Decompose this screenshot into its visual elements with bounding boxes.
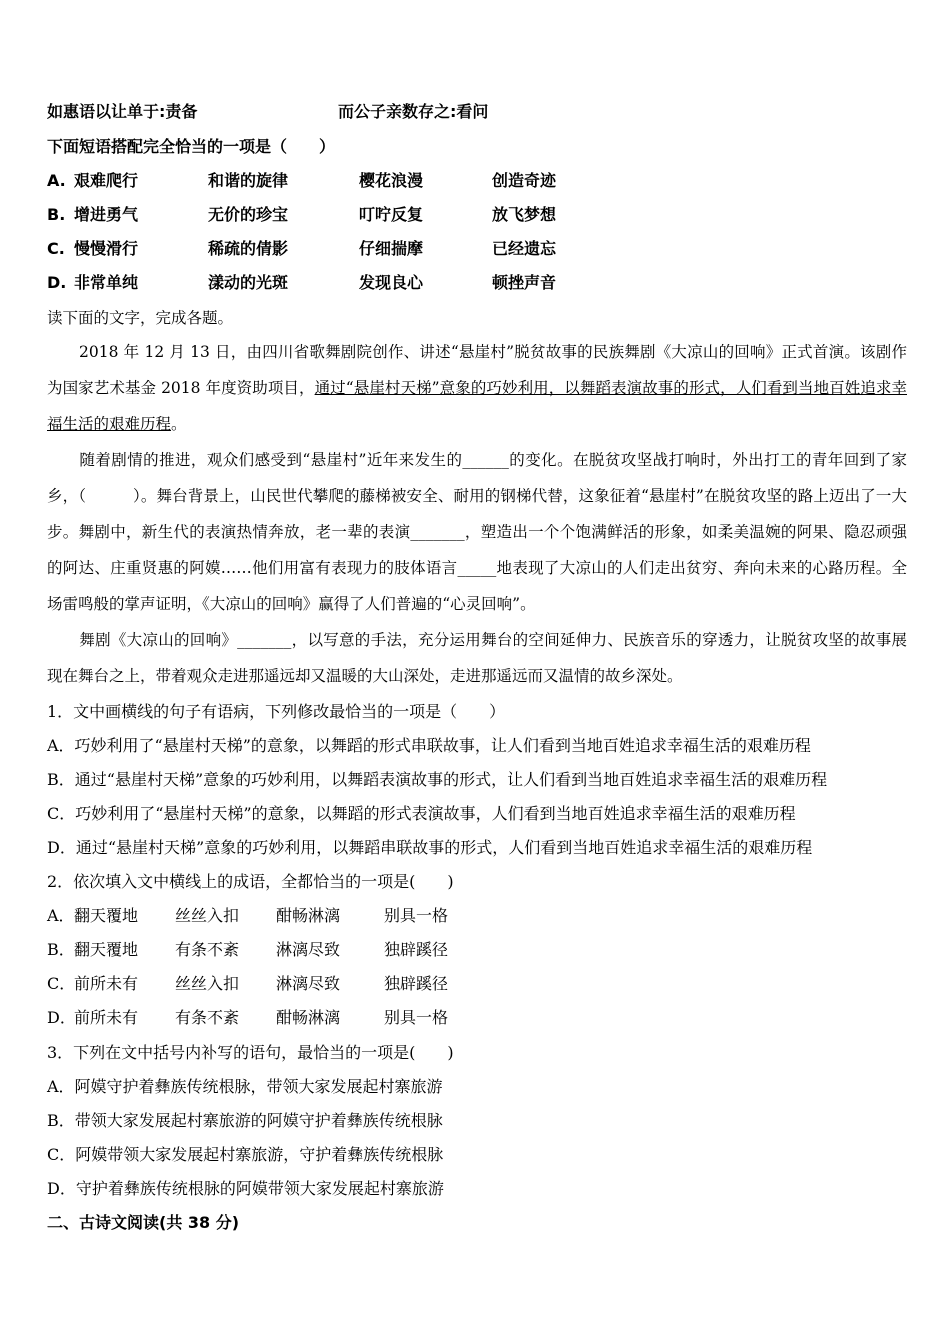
p1-pre: 2018 年 12 月 13 日，由四川省歌舞剧院创作、讲述“悬崖村”脱贫故事的民族舞剧《大凉山的回响》正式首演。该剧作为国家艺术基金 2018 年度资助项目， [47, 343, 907, 397]
q2-stem: 2．依次填入文中横线上的成语，全都恰当的一项是( ) [47, 872, 454, 891]
phrase-option-item: 顿挫声音 [492, 273, 557, 292]
q1-option-c: C．巧妙利用了“悬崖村天梯”的意象，以舞蹈的形式表演故事，人们看到当地百姓追求幸福生活的艰难历程 [47, 804, 796, 823]
passage-paragraph-1 [47, 334, 907, 442]
q3-option-c: C．阿嫫带领大家发展起村寨旅游，守护着彝族传统根脉 [47, 1145, 444, 1164]
q2-option-item: 有条不紊 [175, 940, 240, 959]
q1-option-a: A．巧妙利用了“悬崖村天梯”的意象，以舞蹈的形式串联故事，让人们看到当地百姓追求幸福生活的艰难历程 [47, 736, 811, 755]
q3-option-d: D．守护着彝族传统根脉的阿嫫带领大家发展起村寨旅游 [47, 1179, 444, 1198]
q2-option-letter: C． [47, 974, 76, 993]
phrase-option-item: 发现良心 [359, 273, 424, 292]
phrase-option-letter: D. [47, 273, 67, 292]
phrase-option-item: 叮咛反复 [359, 205, 424, 224]
q2-option-item: 淋漓尽致 [276, 974, 341, 993]
phrase-option-item: 和谐的旋律 [208, 171, 289, 190]
reading-intro: 读下面的文字，完成各题。 [47, 309, 234, 327]
phrase-option-item: 创造奇迹 [492, 171, 557, 190]
phrase-option-item: 仔细揣摩 [359, 239, 424, 258]
phrase-option-item: 增进勇气 [74, 205, 139, 224]
q3-option-a: A．阿嫫守护着彝族传统根脉，带领大家发展起村寨旅游 [47, 1077, 443, 1096]
q1-option-b: B．通过“悬崖村天梯”意象的巧妙利用，以舞蹈表演故事的形式，让人们看到当地百姓追求幸福生活的艰难历程 [47, 770, 828, 789]
q2-option-item: 前所未有 [74, 974, 139, 993]
phrase-option-item: 漾动的光斑 [208, 273, 289, 292]
phrase-option-item: 樱花浪漫 [359, 171, 424, 190]
q2-option-item: 淋漓尽致 [276, 940, 341, 959]
q2-option-letter: A． [47, 906, 75, 925]
gloss-line-left: 如惠语以让单于:责备 [47, 102, 198, 121]
p1-underlined-sentence: 通过“悬崖村天梯”意象的巧妙利用，以舞蹈表演故事的形式，人们看到当地百姓追求幸福生活的艰难历程 [47, 379, 907, 433]
phrase-question-stem: 下面短语搭配完全恰当的一项是（ ） [47, 137, 336, 156]
phrase-option-letter: A. [47, 171, 66, 190]
phrase-option-item: 稀疏的倩影 [208, 239, 289, 258]
q3-stem: 3．下列在文中括号内补写的语句，最恰当的一项是( ) [47, 1043, 454, 1062]
q2-option-item: 酣畅淋漓 [276, 906, 341, 925]
q3-option-b: B．带领大家发展起村寨旅游的阿嫫守护着彝族传统根脉 [47, 1111, 443, 1130]
p1-post: 。 [171, 415, 187, 433]
passage-paragraph-3 [47, 622, 907, 694]
phrase-option-item: 已经遗忘 [492, 239, 557, 258]
q2-option-letter: D． [47, 1008, 76, 1027]
phrase-option-item: 慢慢滑行 [74, 239, 139, 258]
section-2-heading: 二、古诗文阅读(共 38 分) [47, 1213, 240, 1232]
q2-option-item: 别具一格 [384, 1008, 449, 1027]
q2-option-item: 丝丝入扣 [175, 906, 240, 925]
q2-option-item: 有条不紊 [175, 1008, 240, 1027]
q2-option-item: 翻天覆地 [74, 940, 139, 959]
phrase-option-letter: B. [47, 205, 66, 224]
q2-option-item: 前所未有 [74, 1008, 139, 1027]
q1-stem: 1．文中画横线的句子有语病，下列修改最恰当的一项是（ ） [47, 702, 506, 721]
q1-option-d: D．通过“悬崖村天梯”意象的巧妙利用，以舞蹈串联故事的形式，人们看到当地百姓追求幸福生活的艰难历程 [47, 838, 813, 857]
passage-paragraph-2 [47, 442, 907, 622]
q2-option-item: 丝丝入扣 [175, 974, 240, 993]
phrase-option-item: 非常单纯 [74, 273, 139, 292]
q2-option-item: 独辟蹊径 [384, 940, 449, 959]
q2-option-item: 别具一格 [384, 906, 449, 925]
p2-text: 随着剧情的推进，观众们感受到“悬崖村”近年来发生的______的变化。在脱贫攻坚战打响时，外出打工的青年回到了家乡，（ ）。舞台背景上，山民世代攀爬的藤梯被安全、耐用的钢梯代替，这象征着“悬崖村”在脱贫攻坚的路上迈出了一大步。舞剧中，新生代的表演热情奔放，老一辈的表演_______，塑造出一个个饱满鲜活的形象，如柔美温婉的阿果、隐忍顽强的阿达、庄重贤惠的阿嫫……他们用富有表现力的肢体语言_____地表现了大凉山的人们走出贫穷、奔向未来的心路历程。全场雷鸣般的掌声证明，《大凉山的回响》赢得了人们普遍的“心灵回响”。 [47, 451, 907, 613]
phrase-option-letter: C. [47, 239, 65, 258]
phrase-option-item: 艰难爬行 [74, 171, 139, 190]
phrase-option-item: 放飞梦想 [492, 205, 557, 224]
p3-text: 舞剧《大凉山的回响》_______，以写意的手法，充分运用舞台的空间延伸力、民族音乐的穿透力，让脱贫攻坚的故事展现在舞台之上，带着观众走进那遥远却又温暖的大山深处，走进那遥远而又温情的故乡深处。 [47, 631, 907, 685]
gloss-line-right: 而公子亲数存之:看问 [338, 102, 489, 121]
q2-option-letter: B． [47, 940, 75, 959]
q2-option-item: 翻天覆地 [74, 906, 139, 925]
q2-option-item: 独辟蹊径 [384, 974, 449, 993]
phrase-option-item: 无价的珍宝 [208, 205, 289, 224]
q2-option-item: 酣畅淋漓 [276, 1008, 341, 1027]
